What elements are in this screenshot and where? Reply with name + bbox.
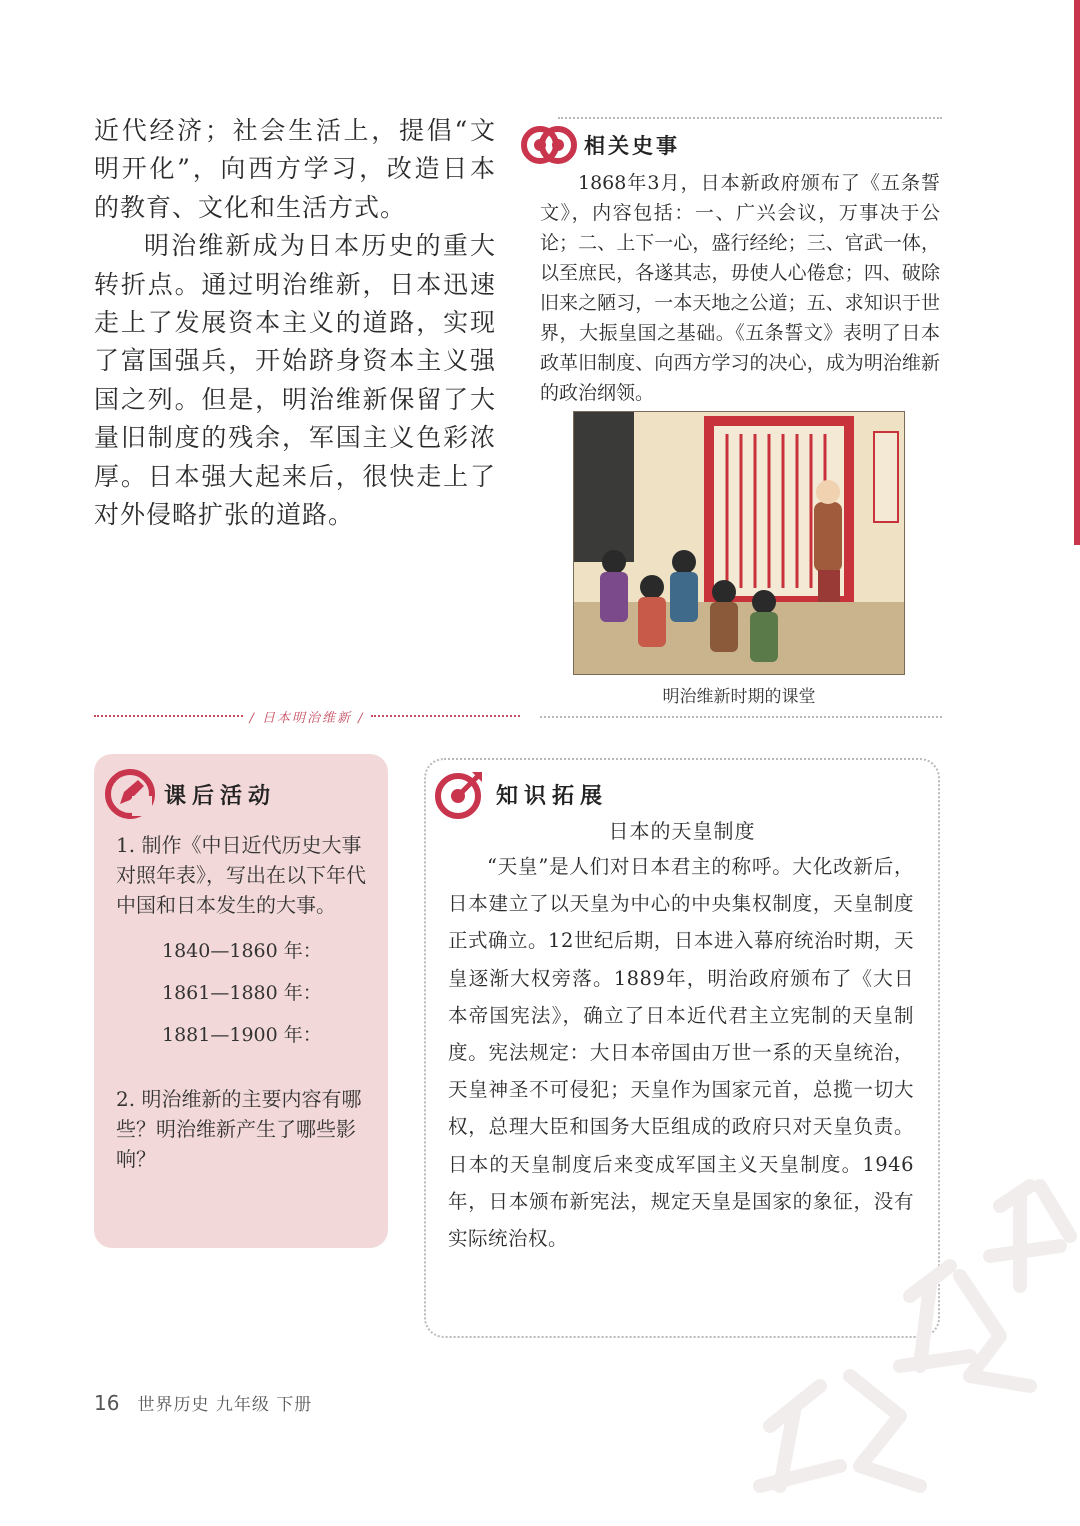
main-paragraph-1: 近代经济；社会生活上，提倡“文明开化”，向西方学习，改造日本的教育、文化和生活方式。 (94, 116, 496, 222)
knowledge-paragraph: “天皇”是人们对日本君主的称呼。大化改新后，日本建立了以天皇为中心的中央集权制度，天皇制度正式确立。12世纪后期，日本进入幕府统治时期，天皇逐渐大权旁落。1889年，明治政府颁布了《大日本帝国宪法》，确立了日本近代君主立宪制的天皇制度。宪法规定：大日本帝国由万世一系的天皇统治，天皇神圣不可侵犯；天皇作为国家元首，总揽一切大权，总理大臣和国务大臣组成的政府只对天皇负责。日本的天皇制度后来变成军国主义天皇制度。1946年，日本颁布新宪法，规定天皇是国家的象征，没有实际统治权。 (448, 855, 914, 1251)
knowledge-header (432, 766, 608, 822)
activity-title: 课后活动 (164, 783, 277, 809)
classroom-illustration (573, 411, 905, 675)
divider-dots-right (371, 715, 520, 717)
section-label: / 日本明治维新 / (249, 710, 365, 726)
knowledge-body (448, 848, 914, 1257)
target-arrow-icon (432, 766, 488, 822)
knowledge-subtitle: 日本的天皇制度 (608, 819, 756, 843)
year-range-2: 1861—1880 年： (162, 982, 322, 1004)
activity-box (94, 754, 388, 1248)
main-text (94, 112, 496, 534)
book-title: 世界历史 九年级 下册 (137, 1395, 313, 1415)
year-range-1: 1840—1860 年： (162, 940, 322, 962)
sidebar-header (520, 117, 680, 173)
sidebar-body (540, 168, 940, 408)
activity-question-1: 1. 制作《中日近代历史大事对照年表》，写出在以下年代中国和日本发生的大事。 (116, 833, 366, 917)
sidebar-bottom-rule (540, 716, 942, 718)
year-range-3: 1881—1900 年： (162, 1024, 322, 1046)
page-footer (94, 1390, 312, 1415)
activity-question-2: 2. 明治维新的主要内容有哪些？明治维新产生了哪些影响？ (116, 1087, 362, 1171)
sidebar-paragraph: 1868年3月，日本新政府颁布了《五条誓文》，内容包括：一、广兴会议，万事决于公论；二、上下一心，盛行经纶；三、官武一体，以至庶民，各遂其志，毋使人心倦怠；四、破除旧来之陋习，一本天地之公道；五、求知识于世界，大振皇国之基础。《五条誓文》表明了日本政革旧制度、向西方学习的决心，成为明治维新的政治纲领。 (540, 172, 940, 404)
divider-dots-left (94, 715, 243, 717)
sidebar-title: 相关史事 (584, 134, 680, 158)
page-edge-stripe (1074, 0, 1080, 545)
illustration-caption: 明治维新时期的课堂 (662, 687, 816, 707)
pencil-activity-icon (102, 766, 158, 822)
activity-body (116, 830, 372, 1174)
main-paragraph-2: 明治维新成为日本历史的重大转折点。通过明治维新，日本迅速走上了发展资本主义的道路，实现了富国强兵，开始跻身资本主义强国之列。但是，明治维新保留了大量旧制度的残余，军国主义色彩浓厚。日本强大起来后，很快走上了对外侵略扩张的道路。 (94, 231, 496, 530)
activity-header (102, 766, 276, 822)
knowledge-title: 知识拓展 (496, 783, 609, 809)
section-divider (94, 706, 520, 726)
page-number: 16 (94, 1391, 120, 1415)
related-history-icon (520, 119, 578, 171)
